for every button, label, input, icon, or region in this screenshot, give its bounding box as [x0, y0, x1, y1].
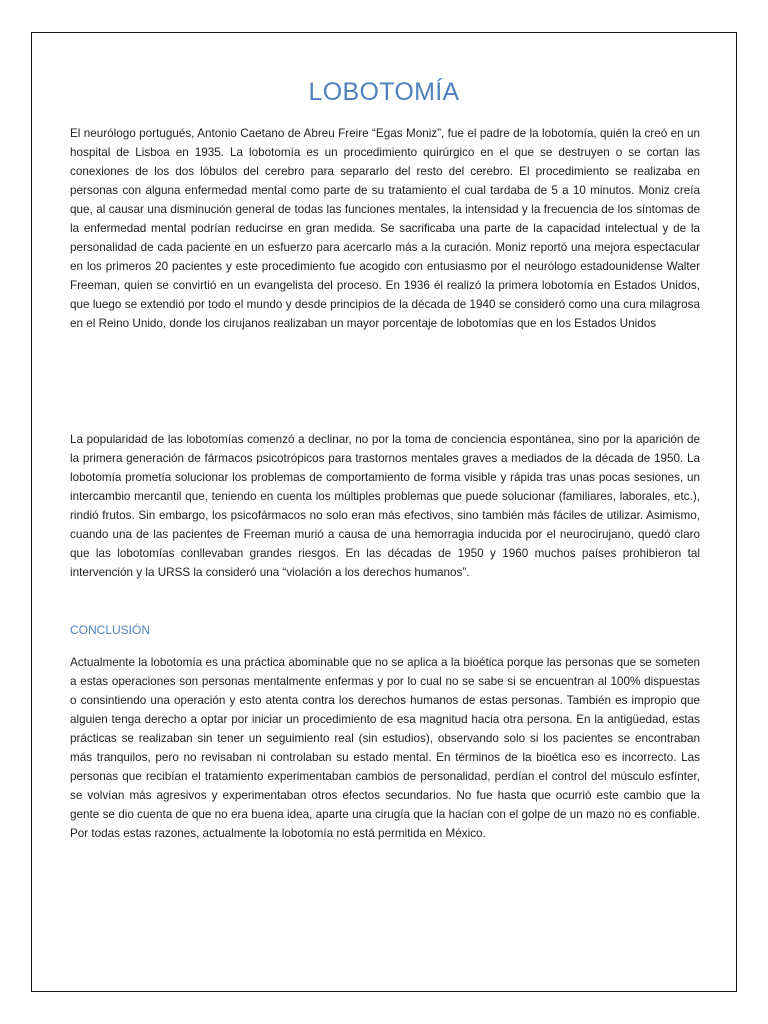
document-title: LOBOTOMÍA	[308, 78, 460, 106]
paragraph-decline: La popularidad de las lobotomías comenzó a declinar, no por la toma de conciencia espontánea, sino por la aparición de la primera generación de fármacos psicotrópicos para trastornos mentales graves a mediados de la década de 1950. La lobotomía prometía solucionar los problemas de comportamiento de forma visible y rápida tras unas pocas sesiones, un intercambio mercantil que, teniendo en cuenta los múltiples problemas que puede solucionar (familiares, laborales, etc.), rindió frutos. Sin embargo, los psicofármacos no solo eran más efectivos, sino también más fáciles de utilizar. Asimismo, cuando una de las pacientes de Freeman murió a causa de una hemorragia inducida por el neurocirujano, quedó claro que las lobotomías conllevaban grandes riesgos. En las décadas de 1950 y 1960 muchos países prohibieron tal intervención y la URSS la consideró una “violación a los derechos humanos”.	[70, 433, 700, 579]
document-page	[31, 32, 737, 992]
paragraph-conclusion: Actualmente la lobotomía es una práctica abominable que no se aplica a la bioética porque las personas que se someten a estas operaciones son personas mentalmente enfermas y por lo cual no se sabe si se encuentran al 100% dispuestas o consintiendo una operación y esto atenta contra los derechos humanos de estas personas. También es impropio que alguien tenga derecho a optar por iniciar un procedimiento de esa magnitud hacia otra persona. En la antigüedad, estas prácticas se realizaban sin tener un seguimiento real (sin estudios), observando solo si los pacientes se encontraban más tranquilos, pero no revisaban ni controlaban su estado mental. En términos de la bioética eso es incorrecto. Las personas que recibían el tratamiento experimentaban cambios de personalidad, perdían el control del músculo esfínter, se volvían más agresivos y experimentaban otros efectos secundarios. No fue hasta que ocurrió este cambio que la gente se dio cuenta de que no era buena idea, aparte una cirugía que la hacían con el golpe de un mazo no es confiable. Por todas estas razones, actualmente la lobotomía no está permitida en México.	[70, 656, 700, 840]
section-heading-conclusion: CONCLUSIÓN	[70, 623, 151, 637]
paragraph-history: El neurólogo portugués, Antonio Caetano de Abreu Freire “Egas Moniz”, fue el padre de la lobotomía, quién la creó en un hospital de Lisboa en 1935. La lobotomía es un procedimiento quirúrgico en el que se destruyen o se cortan las conexiones de los dos lóbulos del cerebro para separarlo del resto del cerebro. El procedimiento se realizaba en personas con alguna enfermedad mental como parte de su tratamiento el cual tardaba de 5 a 10 minutos. Moniz creía que, al causar una disminución general de todas las funciones mentales, la intensidad y la frecuencia de los síntomas de la enfermedad mental podrían reducirse en gran medida. Se sacrificaba una parte de la capacidad intelectual y de la personalidad de cada paciente en un esfuerzo para acercarlo más a la curación. Moniz reportó una mejora espectacular en los primeros 20 pacientes y este procedimiento fue acogido con entusiasmo por el neurólogo estadounidense Walter Freeman, quien se convirtió en un evangelista del proceso. En 1936 él realizó la primera lobotomía en Estados Unidos, que luego se extendió por todo el mundo y desde principios de la década de 1940 se consideró como una cura milagrosa en el Reino Unido, donde los cirujanos realizaban un mayor porcentaje de lobotomías que en los Estados Unidos	[70, 127, 700, 330]
